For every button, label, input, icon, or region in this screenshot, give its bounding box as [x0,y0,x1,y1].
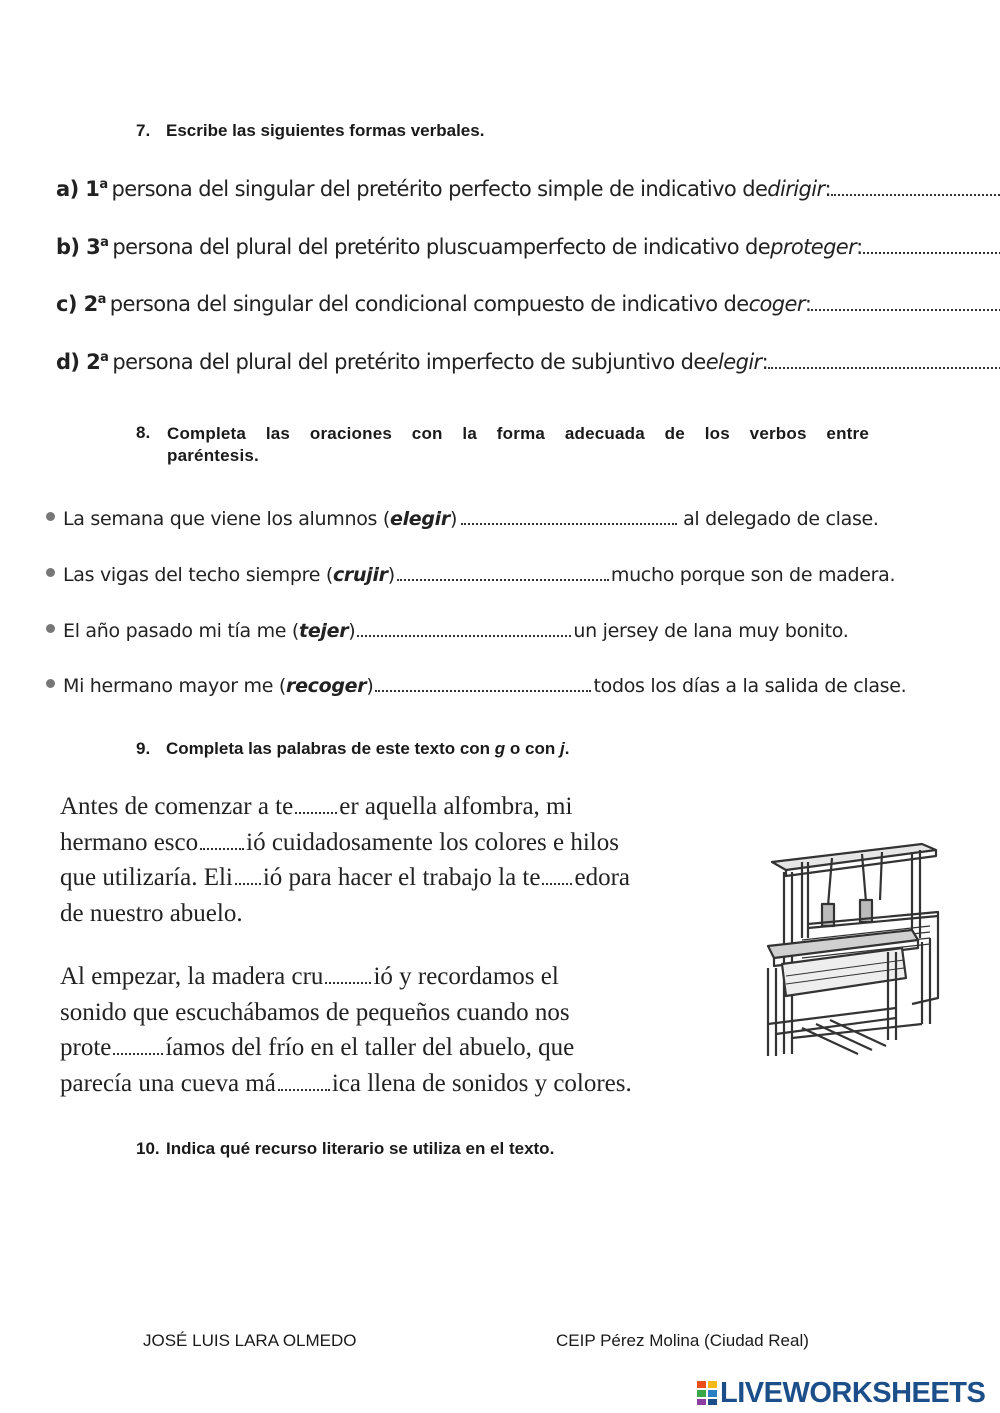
item-verb: dirigir [767,177,825,201]
sentence-verb: tejer [299,620,349,642]
letter-j: j [559,739,565,758]
colon: : [761,350,769,374]
bullet-icon [46,624,55,633]
text-fragment: que utilizaría. Eli [60,864,233,891]
item-text: persona del singular del pretérito perfecto simple de indicativo de [111,177,768,201]
sentence-verb: recoger [286,675,367,697]
loom-illustration [762,828,946,1060]
text-fragment: de nuestro abuelo. [60,899,243,927]
letter-blank[interactable] [113,1035,163,1055]
ordinal-suffix: a [97,292,106,307]
text-fragment: ió cuidadosamente los colores e hilos [246,828,619,856]
item-verb: coger [748,292,805,316]
text-fragment: íamos del frío en el taller del abuelo, que [165,1034,575,1061]
question-8-number: 8. [136,423,151,442]
ordinal-suffix: a [100,350,109,365]
letter-blank[interactable] [295,794,337,814]
text-fragment: hermano esco [60,828,199,856]
colon: : [824,177,832,201]
text-fragment: ió y recordamos el [373,963,559,990]
sentence-text: El año pasado mi tía me ( [63,620,300,642]
letter-blank[interactable] [200,830,244,850]
question-title-mid: o con [505,739,560,758]
item-label: a) [56,177,79,201]
liveworksheets-logo-text: LIVEWORKSHEETS [720,1376,986,1409]
liveworksheets-logo [696,1376,985,1410]
text-fragment: er aquella alfombra, mi [339,793,573,820]
item-label: b) [56,235,80,259]
answer-blank-3[interactable] [357,617,571,637]
footer-school: CEIP Pérez Molina (Ciudad Real) [556,1331,809,1350]
letter-blank[interactable] [235,865,261,885]
text-fragment: parecía una cueva má [60,1069,276,1097]
verb-item-a [56,176,1000,210]
verb-item-c [56,291,1000,325]
answer-blank-2[interactable] [397,561,609,581]
text-fragment: Antes de comenzar a te [60,793,294,820]
ordinal: 2 [83,292,98,316]
item-text: persona del singular del condicional compuesto de indicativo de [109,292,749,316]
answer-blank-d[interactable] [768,349,1000,369]
sentence-text: Mi hermano mayor me ( [63,675,286,697]
text-paragraph-2 [60,959,750,1101]
letter-blank[interactable] [542,865,572,885]
sentence-text: La semana que viene los alumnos ( [63,508,390,530]
question-number: 10. [136,1139,160,1158]
paren: ) [449,508,458,530]
question-title: Escribe las siguientes formas verbales. [166,121,485,140]
ordinal-suffix: a [100,235,109,250]
question-title: Indica qué recurso literario se utiliza en el texto. [166,1139,555,1158]
answer-blank-a[interactable] [831,176,1000,196]
bullet-icon [46,568,55,577]
letter-blank[interactable] [325,964,371,984]
text-fragment: ica llena de sonidos y colores. [331,1069,632,1097]
sentence-rest: un jersey de lana muy bonito. [573,620,849,642]
item-text: persona del plural del pretérito pluscuamperfecto de indicativo de [112,235,771,259]
item-verb: elegir [705,350,762,374]
bullet-icon [46,512,55,521]
bullet-icon [46,679,55,688]
question-number: 7. [136,121,151,140]
ordinal-suffix: a [99,177,108,192]
paren: ) [387,564,395,586]
answer-blank-4[interactable] [375,672,591,692]
ordinal: 2 [86,350,101,374]
footer-author: JOSÉ LUIS LARA OLMEDO [143,1331,357,1350]
text-fragment: Al empezar, la madera cru [60,963,324,990]
item-text: persona del plural del pretérito imperfecto de subjuntivo de [112,350,706,374]
question-7-heading [136,121,484,141]
liveworksheets-logo-icon [696,1380,718,1406]
sentence-text: Las vigas del techo siempre ( [63,564,333,586]
question-number: 9. [136,739,151,758]
question-9-heading [136,739,569,759]
text-paragraph-1 [60,789,750,931]
text-fragment: ió para hacer el trabajo la te [262,864,541,891]
question-title-end: . [564,739,570,758]
letter-g: g [494,739,506,758]
verb-item-d [56,349,1000,383]
paren: ) [366,675,374,697]
colon: : [856,235,863,259]
item-label: c) [56,292,77,316]
question-10-heading [136,1139,554,1159]
sentence-verb: elegir [389,508,450,530]
verb-item-b [56,234,1000,268]
text-fragment: sonido que escuchábamos de pequeños cuando nos [60,998,570,1026]
item-verb: proteger [770,235,857,259]
text-fragment: prote [60,1034,112,1061]
item-label: d) [56,350,80,374]
colon: : [804,292,812,316]
answer-blank-1[interactable] [461,505,677,525]
sentence-2 [46,561,895,591]
sentence-rest: mucho porque son de madera. [610,564,896,586]
paren: ) [348,620,356,642]
question-title: Completa las palabras de este texto con [166,739,495,758]
sentence-3 [46,617,849,647]
sentence-verb: crujir [332,564,388,586]
sentence-rest: todos los días a la salida de clase. [593,675,907,697]
question-8-title: Completa las oraciones con la forma adecuada de los verbos entre paréntesis. [167,424,869,465]
sentence-4 [46,672,906,702]
answer-blank-b[interactable] [863,234,1000,254]
sentence-rest: al delegado de clase. [683,508,879,530]
text-fragment: edora [574,864,631,891]
ordinal: 1 [85,177,100,201]
ordinal: 3 [86,235,101,259]
answer-blank-c[interactable] [811,291,1000,311]
letter-blank[interactable] [278,1071,330,1091]
sentence-1 [46,505,879,535]
